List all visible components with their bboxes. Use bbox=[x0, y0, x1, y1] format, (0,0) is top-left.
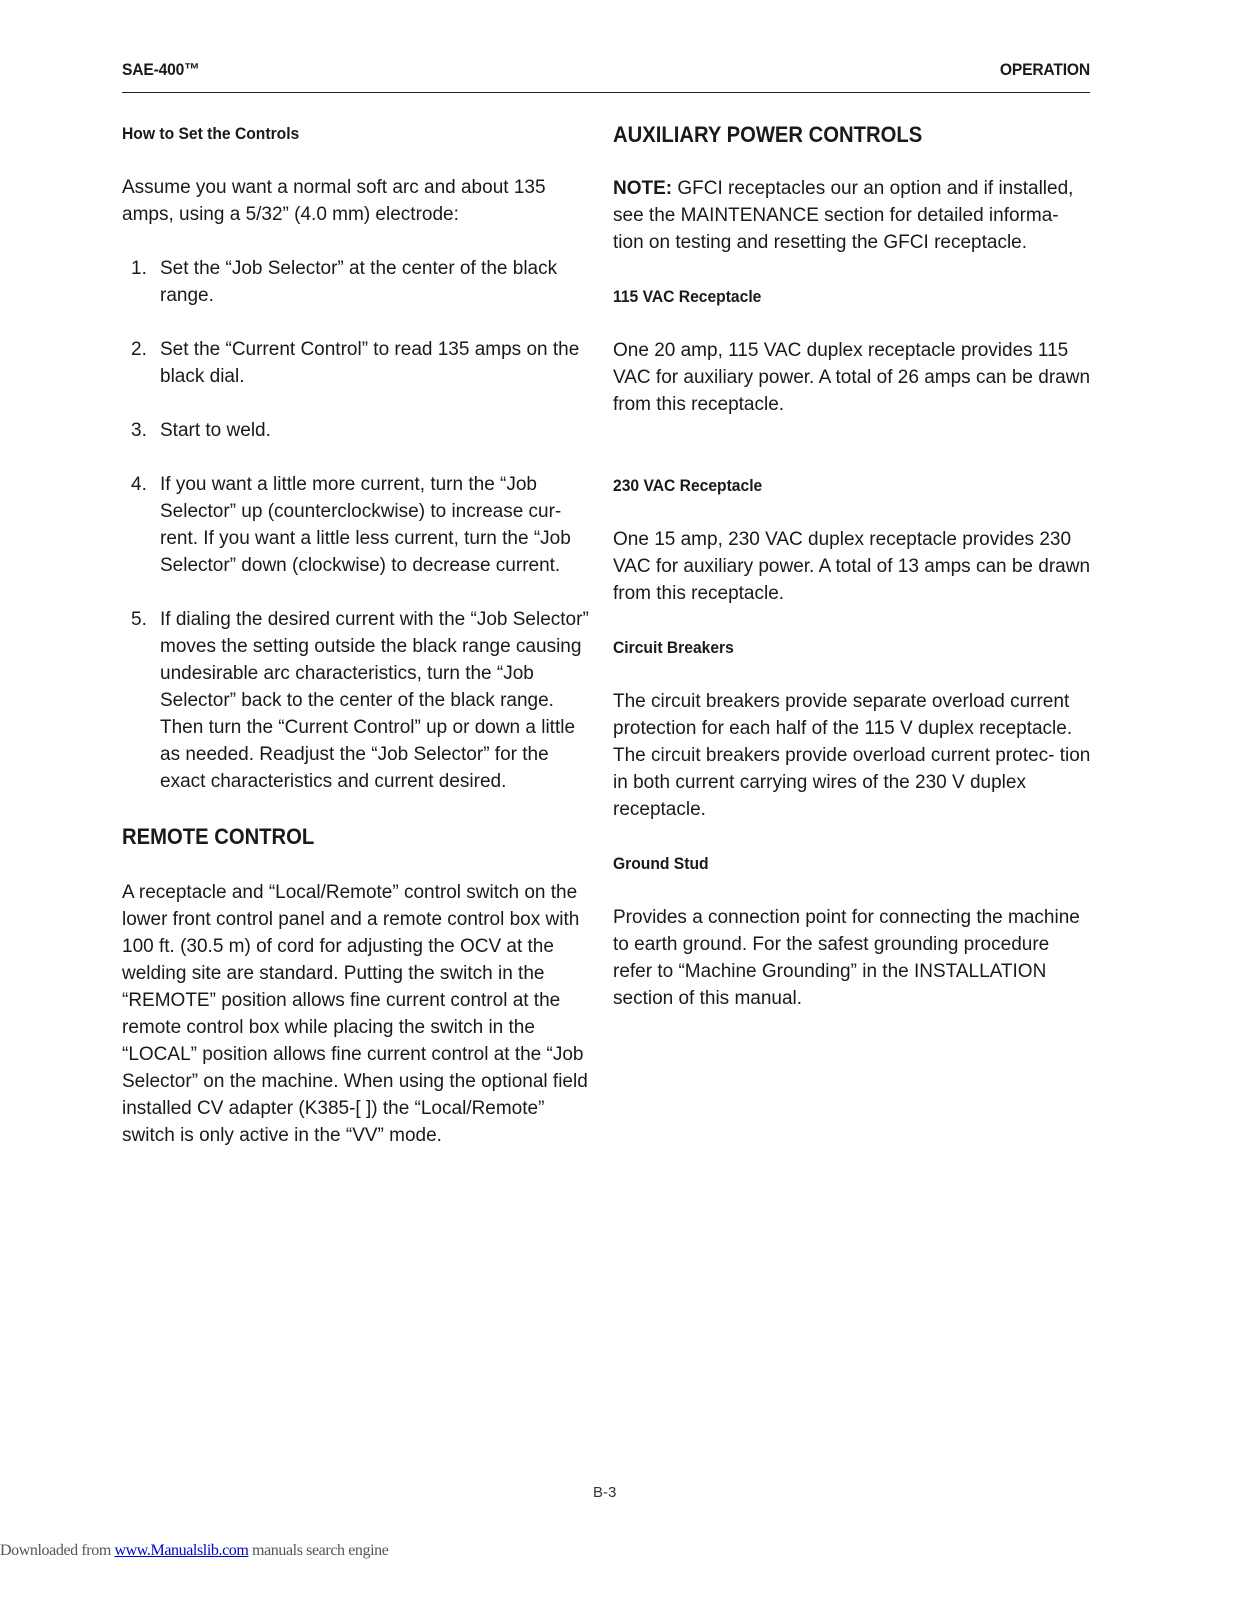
circuit-breakers-paragraph: The circuit breakers provide separate overload current protection for each half of the 115 V duplex receptacle. The circuit breakers provide overload current protec- tion in both current carrying wires of the 230 V duplex receptacle. bbox=[613, 691, 1091, 820]
list-item bbox=[122, 417, 598, 444]
step-text: Set the “Job Selector” at the center of the black range. bbox=[160, 258, 558, 306]
step-text: If dialing the desired current with the “Job Selector” moves the setting outside the black range causing undesirable arc characteristics, turn the “Job Selector” back to the center of the black range. Then turn the “Current Control” up or down a little as needed. Readjust the “Job Selector” for the exact characteristics and current desired. bbox=[160, 609, 589, 792]
remote-control-heading: REMOTE CONTROL bbox=[122, 824, 315, 849]
right-column bbox=[613, 120, 1093, 1012]
step-number: 3. bbox=[131, 420, 147, 441]
left-column bbox=[122, 120, 598, 1149]
how-to-heading: How to Set the Controls bbox=[122, 124, 300, 143]
note-label: NOTE: bbox=[613, 178, 673, 199]
receptacle-230-heading: 230 VAC Receptacle bbox=[613, 476, 763, 495]
receptacle-230-paragraph: One 15 amp, 230 VAC duplex receptacle provides 230 VAC for auxiliary power. A total of 13 amps can be drawn from this receptacle. bbox=[613, 529, 1091, 604]
download-prefix: Downloaded from bbox=[0, 1542, 115, 1559]
note-paragraph bbox=[613, 175, 1093, 256]
list-item bbox=[122, 606, 598, 795]
remote-control-paragraph: A receptacle and “Local/Remote” control switch on the lower front control panel and a remote control box with 100 ft. (30.5 m) of cord for adjusting the OCV at the welding site are standard. Putting the switch in the “REMOTE” position allows fine current control at the remote control box while placing the switch in the “LOCAL” position allows fine current control at the “Job Selector” on the machine. When using the optional field installed CV adapter (K385-[ ]) the “Local/Remote” switch is only active in the “VV” mode. bbox=[122, 882, 588, 1146]
ground-stud-heading: Ground Stud bbox=[613, 854, 709, 873]
step-number: 4. bbox=[131, 474, 147, 495]
step-text: Start to weld. bbox=[160, 420, 271, 441]
step-text: Set the “Current Control” to read 135 amps on the black dial. bbox=[160, 339, 580, 387]
steps-list bbox=[122, 255, 598, 795]
download-footer bbox=[0, 1542, 388, 1560]
header-section: OPERATION bbox=[999, 60, 1090, 79]
header-model: SAE-400™ bbox=[122, 60, 200, 79]
page-number: B-3 bbox=[593, 1484, 617, 1501]
note-text: GFCI receptacles our an option and if installed, see the MAINTENANCE section for detailed informa- tion on testing and resetting the GFCI receptacle. bbox=[613, 178, 1074, 253]
step-number: 1. bbox=[131, 258, 147, 279]
step-number: 5. bbox=[131, 609, 147, 630]
ground-stud-paragraph: Provides a connection point for connecting the machine to earth ground. For the safest grounding procedure refer to “Machine Grounding” in the INSTALLATION section of this manual. bbox=[613, 907, 1080, 1009]
step-text: If you want a little more current, turn the “Job Selector” up (counterclockwise) to increase cur- rent. If you want a little less current, turn the “Job Selector” down (clockwise) to decrease current. bbox=[160, 474, 571, 576]
receptacle-115-paragraph: One 20 amp, 115 VAC duplex receptacle provides 115 VAC for auxiliary power. A total of 26 amps can be drawn from this receptacle. bbox=[613, 340, 1091, 415]
intro-paragraph: Assume you want a normal soft arc and about 135 amps, using a 5/32” (4.0 mm) electrode: bbox=[122, 177, 546, 225]
circuit-breakers-heading: Circuit Breakers bbox=[613, 638, 734, 657]
list-item bbox=[122, 471, 598, 579]
receptacle-115-heading: 115 VAC Receptacle bbox=[613, 287, 762, 306]
step-number: 2. bbox=[131, 339, 147, 360]
manualslib-link[interactable]: www.Manualslib.com bbox=[114, 1542, 249, 1559]
list-item bbox=[122, 255, 598, 309]
list-item bbox=[122, 336, 598, 390]
aux-power-heading: AUXILIARY POWER CONTROLS bbox=[613, 122, 923, 147]
page-header bbox=[122, 58, 1090, 93]
download-suffix: manuals search engine bbox=[248, 1542, 389, 1559]
